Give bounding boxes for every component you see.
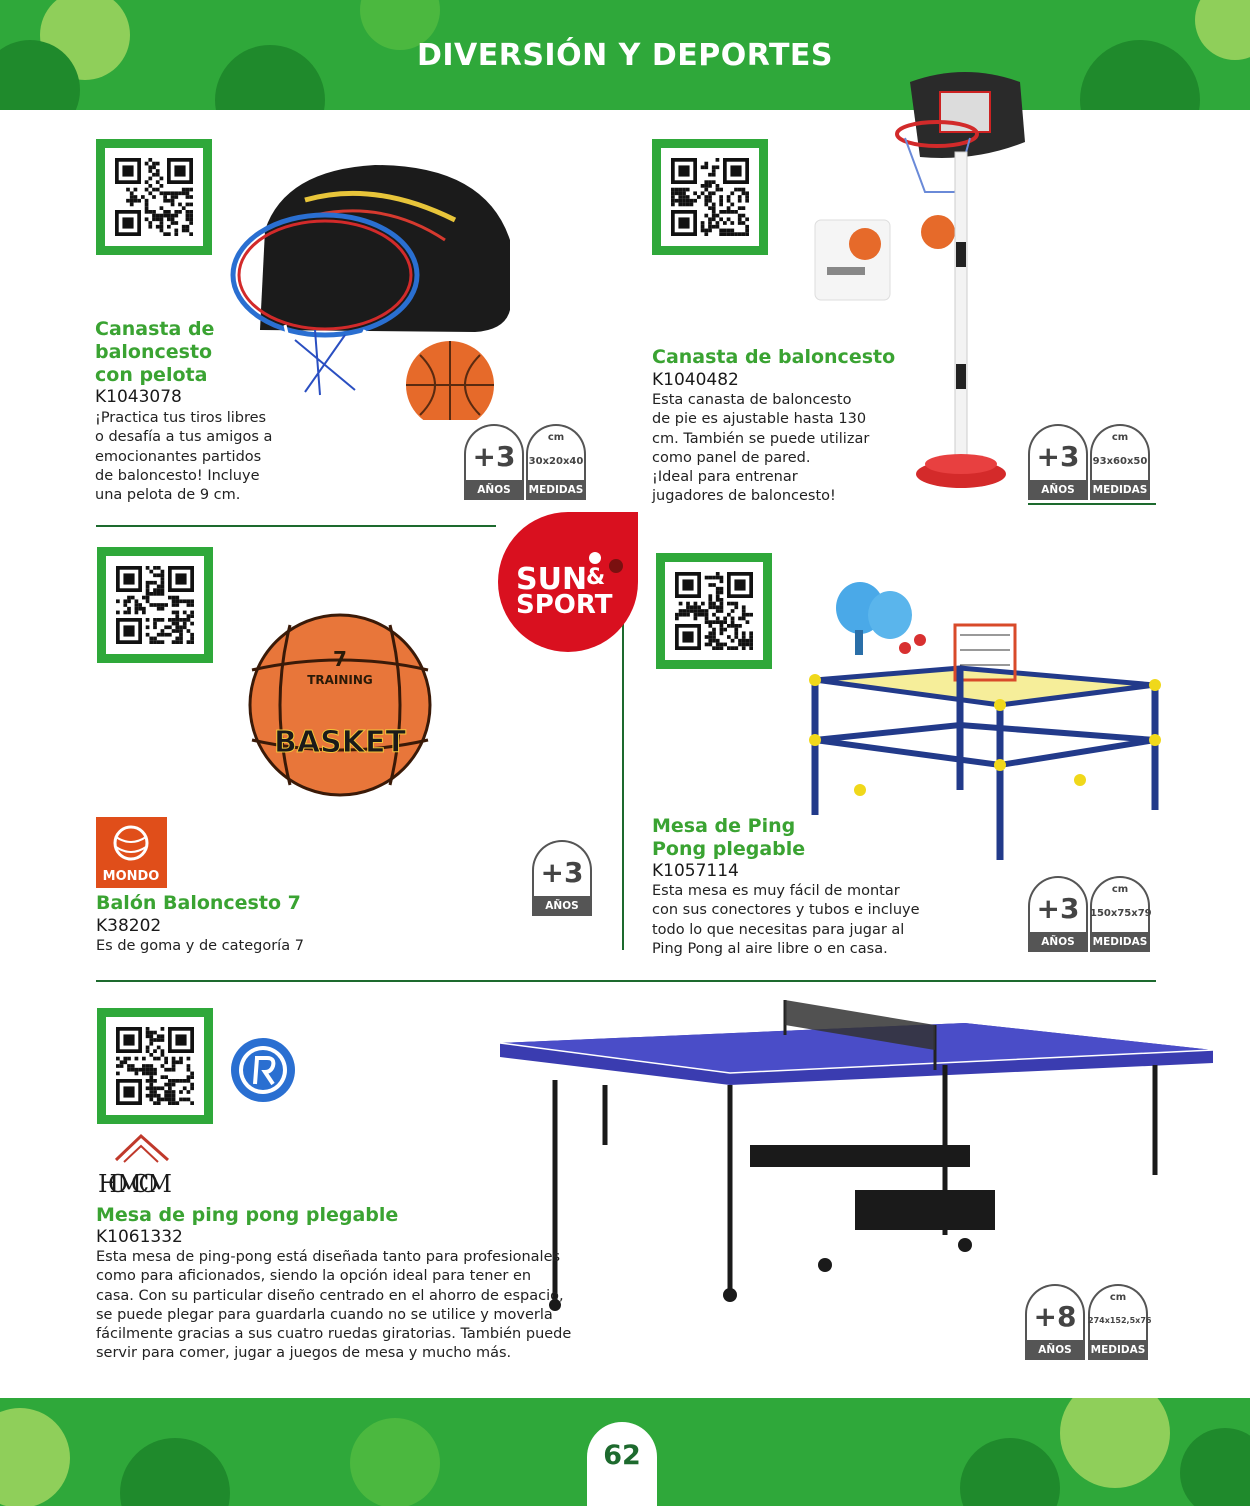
measures-unit: cm xyxy=(547,432,565,443)
measures-badge xyxy=(1090,876,1150,952)
description-line: casa. Con su particular diseño centrado en el ahorro de espacio, xyxy=(96,1287,564,1304)
basketball-image xyxy=(240,610,440,800)
sun-sport-logo xyxy=(498,512,640,652)
description-line: de baloncesto! Incluye xyxy=(95,467,260,484)
description-line: ¡Ideal para entrenar xyxy=(652,469,798,486)
age-badge xyxy=(532,840,592,916)
age-label: AÑOS xyxy=(1028,932,1088,952)
age-value: +3 xyxy=(1036,892,1080,925)
description-line: jugadores de baloncesto! xyxy=(652,488,836,505)
description-line: como para aficionados, siendo la opción ideal para tener en xyxy=(96,1268,532,1285)
sun-sport-amp: & xyxy=(586,565,606,590)
age-value: +3 xyxy=(472,440,516,473)
product-code: K1040482 xyxy=(652,370,739,390)
mondo-brand: MONDO xyxy=(102,869,160,884)
description-line: una pelota de 9 cm. xyxy=(95,487,241,504)
product-title xyxy=(652,346,895,369)
qr-code[interactable] xyxy=(652,139,768,255)
age-badge xyxy=(464,424,524,500)
age-badge xyxy=(1028,876,1088,952)
measures-value: 150x75x79 xyxy=(1090,908,1152,919)
product-code: K1043078 xyxy=(95,387,182,407)
measures-value: 30x20x40 xyxy=(528,456,584,467)
divider xyxy=(622,600,624,950)
product-title xyxy=(96,892,301,915)
decor-blob xyxy=(960,1438,1060,1506)
header-band xyxy=(0,0,1250,110)
divider xyxy=(1028,503,1156,505)
ball-training-label: TRAINING xyxy=(307,673,373,687)
qr-code[interactable] xyxy=(97,547,213,663)
product-code: K1061332 xyxy=(96,1227,183,1247)
mondo-logo xyxy=(96,817,167,888)
description-line: servir para comer, jugar a juegos de mesa y mucho más. xyxy=(96,1345,512,1362)
description-line: fácilmente gracias a sus cuatro ruedas giratorias. También puede xyxy=(96,1326,572,1343)
description-line: emocionantes partidos xyxy=(95,448,262,465)
measures-badge xyxy=(1088,1284,1152,1360)
age-value: +3 xyxy=(540,856,584,889)
divider xyxy=(96,525,496,527)
divider xyxy=(96,980,1156,982)
product-title-line: Pong plegable xyxy=(652,838,806,860)
decor-blob xyxy=(1180,1428,1250,1506)
description-line: Ping Pong al aire libre o en casa. xyxy=(652,940,888,957)
product-code: K1057114 xyxy=(652,861,739,881)
product-title-line: Mesa de ping pong plegable xyxy=(96,1204,399,1226)
toysrus-badge xyxy=(223,1036,303,1104)
measures-label: MEDIDAS xyxy=(1088,1340,1148,1360)
description-line: todo lo que necesitas para jugar al xyxy=(652,921,905,938)
product-code: K38202 xyxy=(96,916,162,936)
product-title xyxy=(652,815,805,861)
description-line: Esta canasta de baloncesto xyxy=(652,392,852,408)
product-title-line: Canasta de baloncesto xyxy=(652,346,896,368)
qr-code[interactable] xyxy=(97,1008,213,1124)
product-title-line: con pelota xyxy=(95,364,208,386)
age-label: AÑOS xyxy=(1028,480,1088,500)
description-line: se puede plegar para guardarla cuando no se utilice y moverla xyxy=(96,1306,553,1323)
homcom-logo xyxy=(96,1132,174,1196)
age-label: AÑOS xyxy=(532,896,592,916)
ball-basket-label: BASKET xyxy=(274,725,406,760)
age-badge xyxy=(1028,424,1088,500)
measures-unit: cm xyxy=(1109,1292,1127,1303)
measures-label: MEDIDAS xyxy=(1090,480,1150,500)
sun-sport-line1: SUN xyxy=(516,562,588,597)
product-description xyxy=(96,1248,571,1364)
description-line: o desafía a tus amigos a xyxy=(95,429,273,446)
product-description xyxy=(96,937,304,956)
description-line: ¡Practica tus tiros libres xyxy=(95,410,267,426)
product-title-line: Canasta de xyxy=(95,318,215,340)
measures-badge xyxy=(1090,424,1150,500)
ball-number-label: 7 xyxy=(333,647,347,671)
qr-code[interactable] xyxy=(96,139,212,255)
decor-blob xyxy=(1060,1398,1170,1488)
page-number: 62 xyxy=(603,1440,641,1471)
measures-unit: cm xyxy=(1111,432,1129,443)
basketball-hoop-image xyxy=(225,160,515,420)
product-description xyxy=(95,409,272,505)
description-line: como panel de pared. xyxy=(652,449,811,466)
description-line: Esta mesa de ping-pong está diseñada tanto para profesionales xyxy=(96,1249,561,1265)
qr-code[interactable] xyxy=(656,553,772,669)
decor-blob xyxy=(0,1408,70,1506)
age-badge xyxy=(1025,1284,1085,1360)
product-description xyxy=(652,391,869,507)
measures-label: MEDIDAS xyxy=(526,480,586,500)
product-description xyxy=(652,882,920,959)
product-title xyxy=(95,318,214,387)
description-line: de pie es ajustable hasta 130 xyxy=(652,411,867,428)
measures-unit: cm xyxy=(1111,884,1129,895)
product-title xyxy=(96,1204,398,1227)
measures-badge xyxy=(526,424,586,500)
description-line: cm. También se puede utilizar xyxy=(652,430,870,447)
sun-sport-line2: SPORT xyxy=(516,590,613,620)
homcom-brand: HOMCOM xyxy=(98,1170,172,1196)
age-value: +3 xyxy=(1036,440,1080,473)
description-line: Es de goma y de categoría 7 xyxy=(96,938,304,954)
age-label: AÑOS xyxy=(464,480,524,500)
description-line: Esta mesa es muy fácil de montar xyxy=(652,883,900,899)
product-title-line: baloncesto xyxy=(95,341,213,363)
mini-ping-pong-table-image xyxy=(800,580,1170,870)
ping-pong-table-image xyxy=(495,995,1215,1315)
description-line: con sus conectores y tubos e incluye xyxy=(652,902,920,919)
measures-label: MEDIDAS xyxy=(1090,932,1150,952)
decor-blob xyxy=(120,1438,230,1506)
page-title: DIVERSIÓN Y DEPORTES xyxy=(416,38,834,73)
product-title-line: Mesa de Ping xyxy=(652,815,796,837)
age-label: AÑOS xyxy=(1025,1340,1085,1360)
measures-value: 93x60x50 xyxy=(1092,456,1148,467)
product-title-line: Balón Baloncesto 7 xyxy=(96,892,301,914)
age-value: +8 xyxy=(1033,1300,1077,1333)
decor-blob xyxy=(350,1418,440,1506)
measures-value: 274x152,5x76 xyxy=(1088,1316,1152,1325)
